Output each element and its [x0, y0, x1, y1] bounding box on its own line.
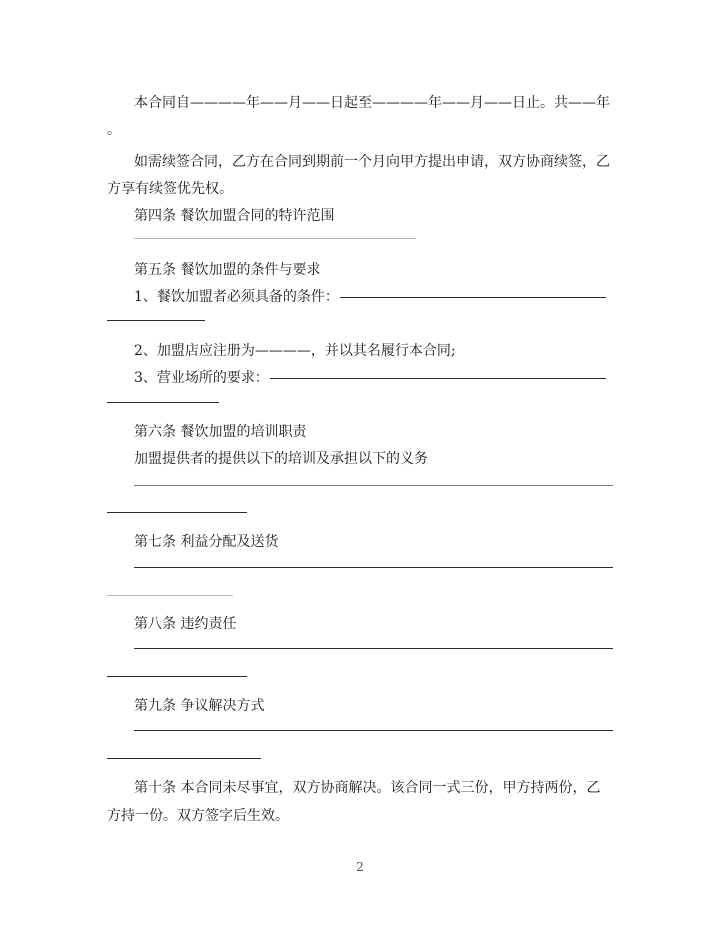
- article-4-title: 第四条 餐饮加盟合同的特许范围: [134, 208, 335, 224]
- article-5-item-1-blank: [340, 297, 606, 298]
- article-6-body: 加盟提供者的提供以下的培训及承担以下的义务: [134, 451, 428, 467]
- article-9-blank-continued: [107, 758, 261, 759]
- article-5-item-3-blank: [270, 378, 606, 379]
- renewal-line-1: 如需续签合同，乙方在合同到期前一个月向甲方提出申请，双方协商续签，乙: [134, 154, 610, 170]
- article-5-item-3-blank-continued: [107, 402, 219, 403]
- article-9-blank: [134, 730, 613, 731]
- article-7-blank: [134, 567, 613, 568]
- article-7-title: 第七条 利益分配及送货: [134, 534, 279, 550]
- article-7-blank-continued: [107, 595, 233, 596]
- article-5-item-1-blank-continued: [107, 320, 205, 321]
- term-line-2: 。: [107, 122, 121, 138]
- article-5-item-3: 3、营业场所的要求：: [134, 370, 269, 386]
- article-10-line-2: 方持一份。双方签字后生效。: [107, 808, 289, 824]
- article-5-title: 第五条 餐饮加盟的条件与要求: [134, 262, 321, 278]
- article-6-blank-continued: [107, 512, 247, 513]
- article-6-blank: [134, 485, 613, 486]
- article-8-blank-continued: [107, 676, 247, 677]
- page-number: 2: [356, 860, 364, 874]
- term-line-1: 本合同自————年——月——日起至————年——月——日止。共——年: [134, 95, 610, 111]
- article-6-title: 第六条 餐饮加盟的培训职责: [134, 424, 307, 440]
- article-5-item-2: 2、加盟店应注册为————，并以其名履行本合同;: [134, 343, 456, 359]
- article-10-line-1: 第十条 本合同未尽事宜，双方协商解决。该合同一式三份，甲方持两份，乙: [134, 780, 601, 796]
- article-5-item-1: 1、餐饮加盟者必须具备的条件：: [134, 289, 339, 305]
- article-9-title: 第九条 争议解决方式: [134, 698, 265, 714]
- article-8-blank: [134, 648, 613, 649]
- article-8-title: 第八条 违约责任: [134, 616, 237, 632]
- article-4-blank-line: [134, 238, 416, 239]
- renewal-line-2: 方享有续签优先权。: [107, 181, 233, 197]
